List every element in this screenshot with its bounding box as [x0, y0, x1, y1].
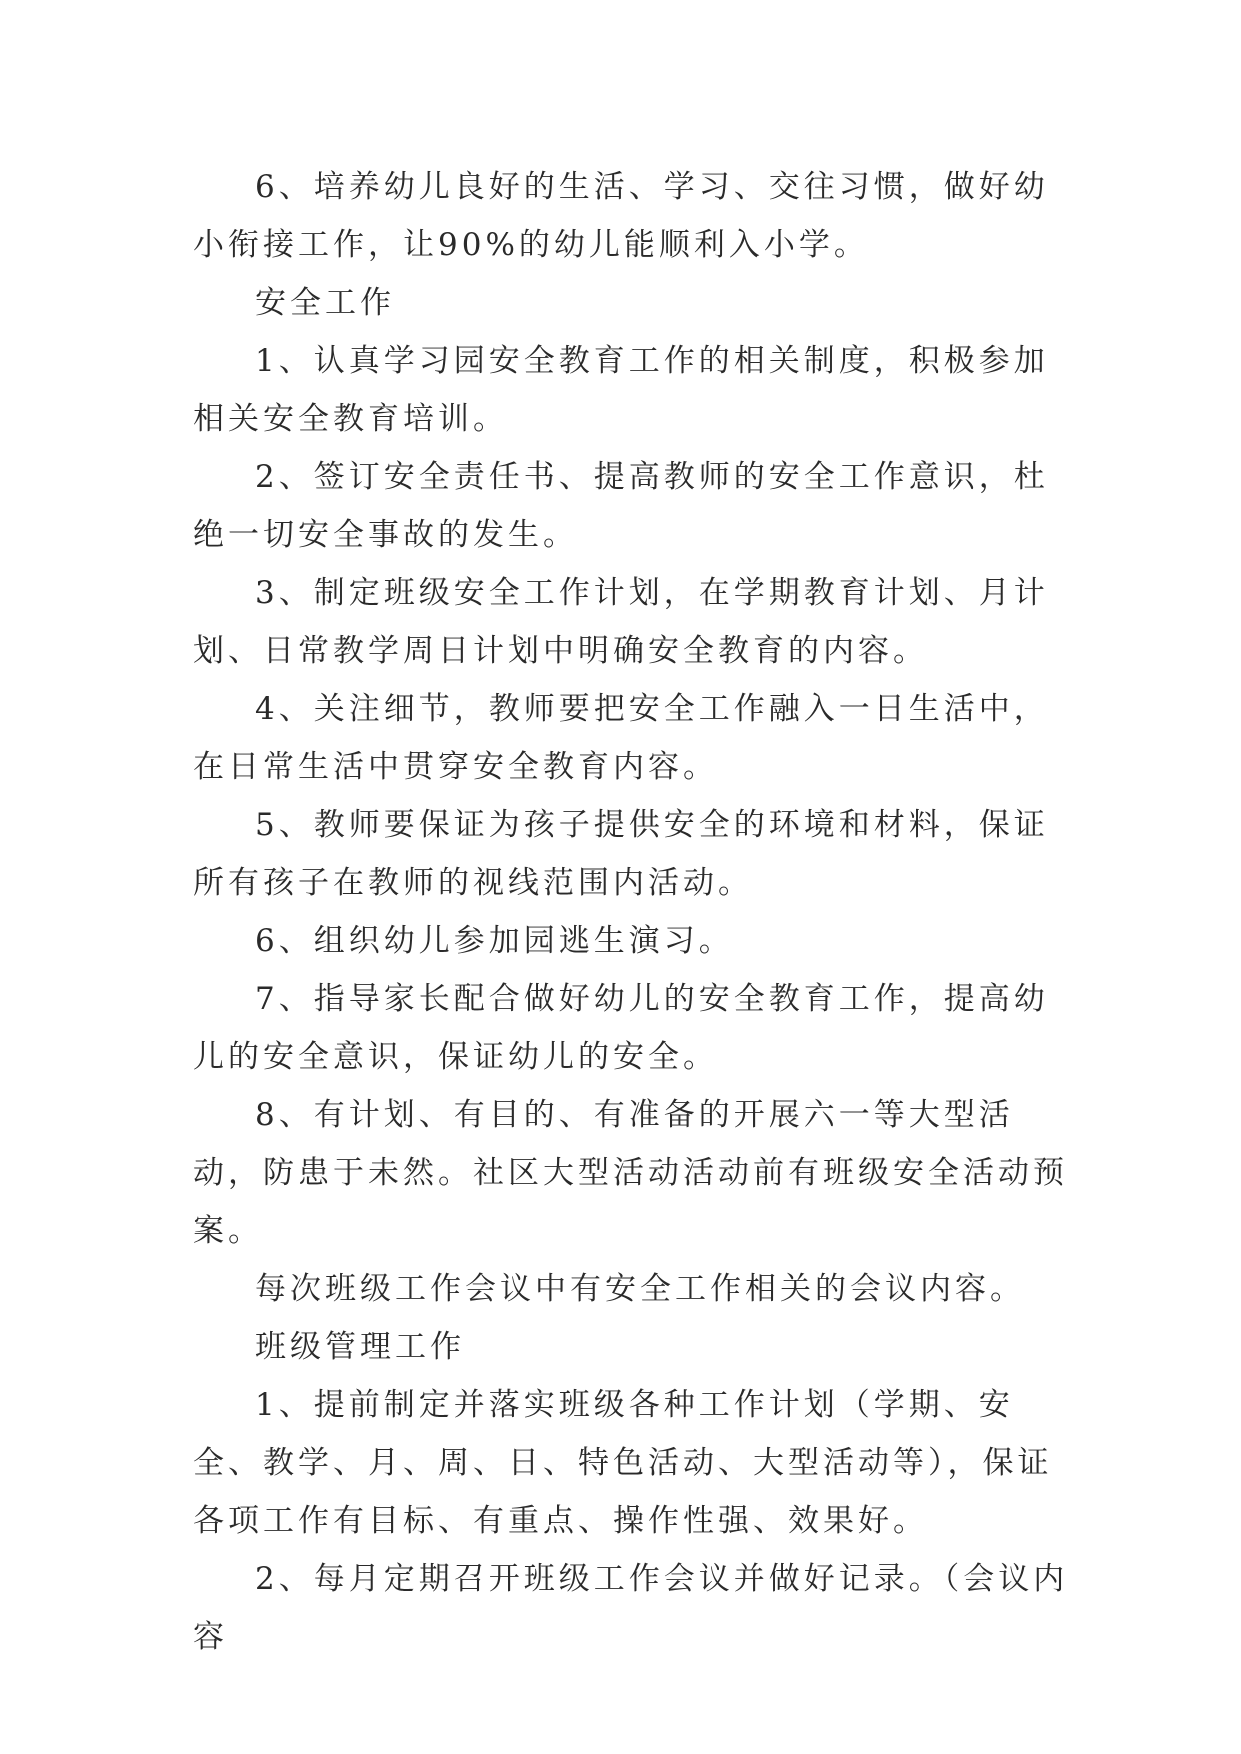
paragraph-safety-2: 2、签订安全责任书、提高教师的安全工作意识，杜绝一切安全事故的发生。 [193, 459, 1049, 553]
paragraph-safety-5: 5、教师要保证为孩子提供安全的环境和材料，保证所有孩子在教师的视线范围内活动。 [193, 807, 1049, 901]
paragraph-safety-meeting: 每次班级工作会议中有安全工作相关的会议内容。 [255, 1271, 1025, 1307]
paragraph-safety-6: 6、组织幼儿参加园逃生演习。 [255, 923, 734, 959]
paragraph-safety-3: 3、制定班级安全工作计划，在学期教育计划、月计划、日常教学周日计划中明确安全教育的内容。 [193, 575, 1049, 669]
paragraph-safety-8: 8、有计划、有目的、有准备的开展六一等大型活动，防患于未然。社区大型活动活动前有班级安全活动预案。 [193, 1097, 1068, 1249]
section-heading-safety: 安全工作 [255, 285, 395, 321]
document-body [193, 158, 1073, 1666]
paragraph-safety-1: 1、认真学习园安全教育工作的相关制度，积极参加相关安全教育培训。 [193, 343, 1049, 437]
paragraph-goal-6: 6、培养幼儿良好的生活、学习、交往习惯，做好幼小衔接工作，让90%的幼儿能顺利入小学。 [193, 169, 1049, 263]
paragraph-management-2: 2、每月定期召开班级工作会议并做好记录。（会议内容 [193, 1561, 1069, 1655]
paragraph-management-1: 1、提前制定并落实班级各种工作计划（学期、安全、教学、月、周、日、特色活动、大型活动等），保证各项工作有目标、有重点、操作性强、效果好。 [193, 1387, 1053, 1539]
paragraph-safety-4: 4、关注细节，教师要把安全工作融入一日生活中，在日常生活中贯穿安全教育内容。 [193, 691, 1049, 785]
paragraph-safety-7: 7、指导家长配合做好幼儿的安全教育工作，提高幼儿的安全意识，保证幼儿的安全。 [193, 981, 1049, 1075]
section-heading-class-management: 班级管理工作 [255, 1329, 465, 1365]
